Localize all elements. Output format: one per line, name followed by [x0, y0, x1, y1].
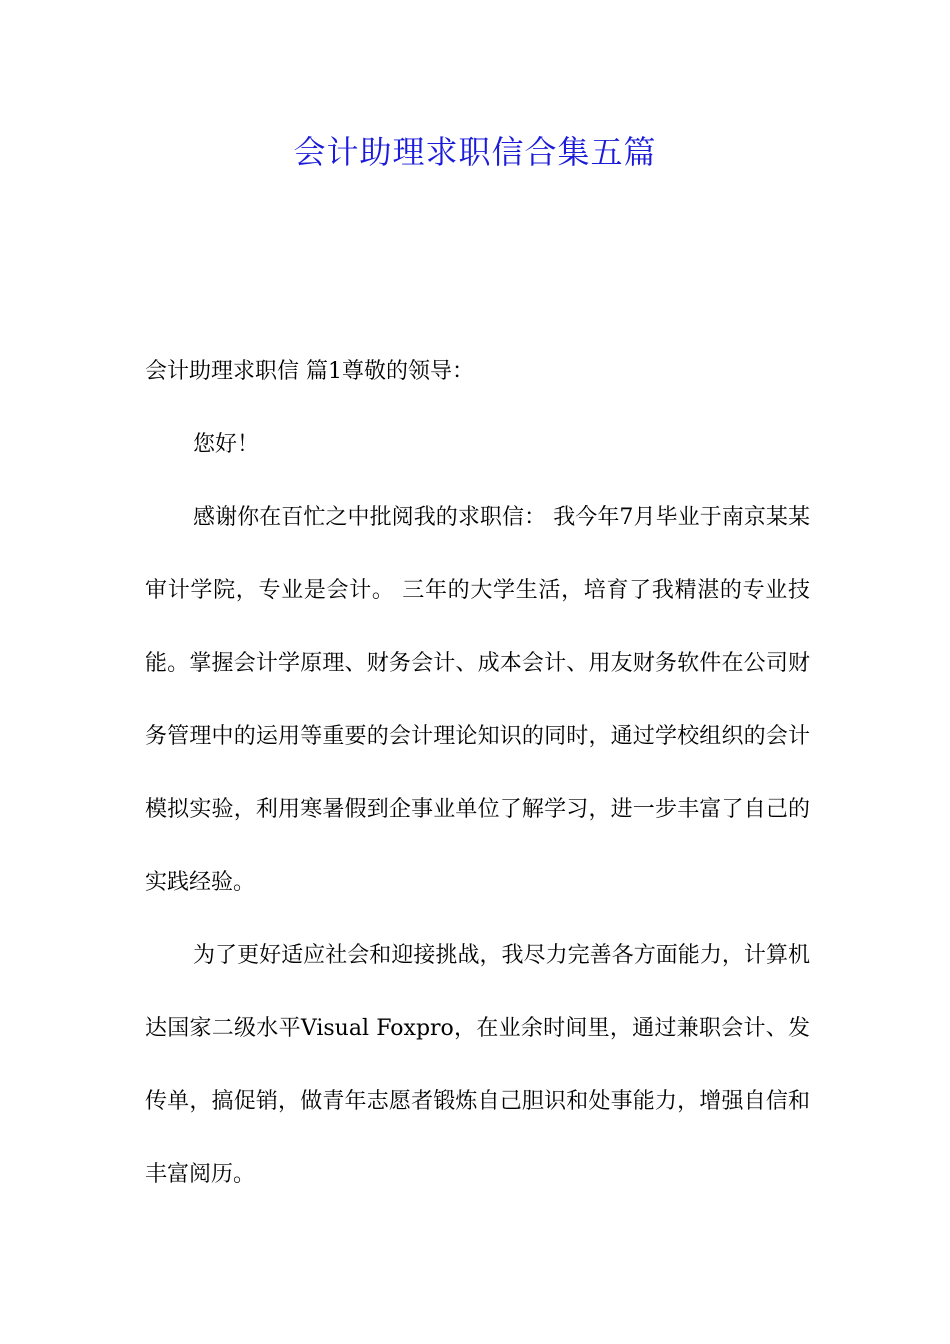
document-body: [145, 335, 810, 1211]
document-title: 会计助理求职信合集五篇: [293, 133, 657, 171]
education-paragraph: 感谢你在百忙之中批阅我的求职信： 我今年7月毕业于南京某某审计学院，专业是会计。 三年的大学生活，培育了我精湛的专业技能。掌握会计学原理、财务会计、成本会计、用友财务软件在公司财务管理中的运用等重要的会计理论知识的同时，通过学校组织的会计模拟实验，利用寒暑假到企事业单位了解学习，进一步丰富了自己的实践经验。: [145, 505, 810, 895]
salutation-paragraph: 会计助理求职信 篇1尊敬的领导：: [145, 359, 474, 384]
greeting-paragraph: 您好！: [193, 432, 260, 457]
skills-paragraph: 为了更好适应社会和迎接挑战，我尽力完善各方面能力，计算机达国家二级水平Visual Foxpro，在业余时间里，通过兼职会计、发传单，搞促销，做青年志愿者锻炼自己胆识和处事能力，增强自信和丰富阅历。: [145, 943, 810, 1187]
